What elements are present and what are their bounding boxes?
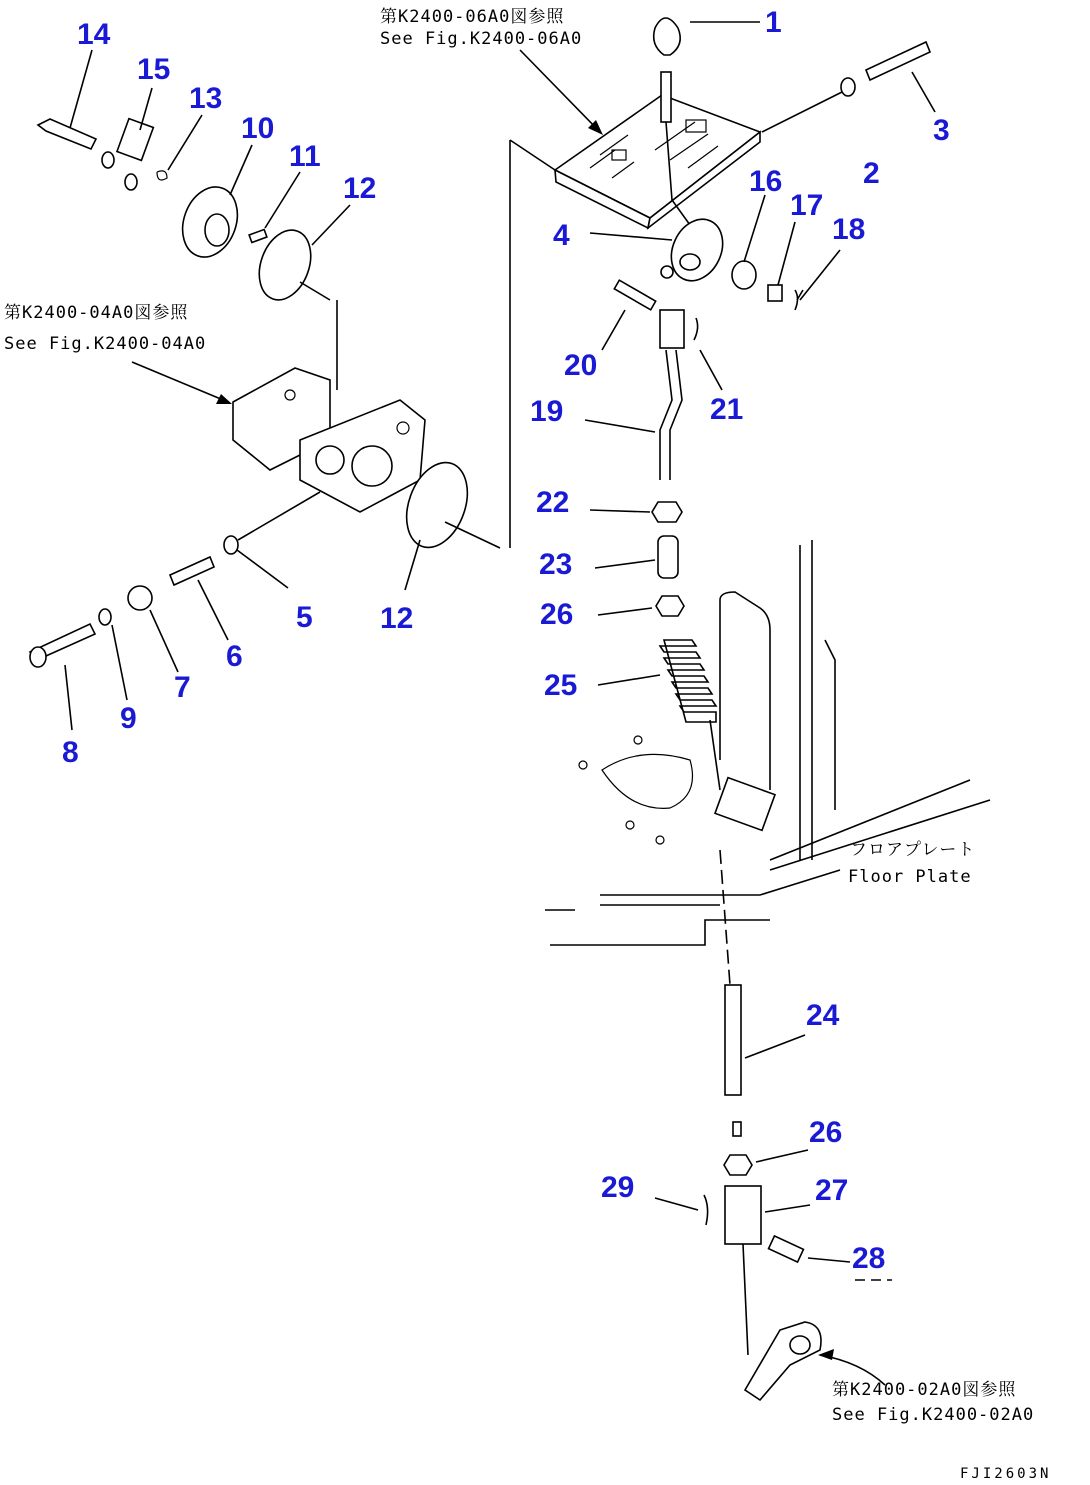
washer-12-lower — [396, 140, 555, 556]
spring-25 — [598, 640, 716, 722]
callout-5: 5 — [296, 601, 313, 634]
callout-28: 28 — [852, 1242, 886, 1275]
callout-14: 14 — [77, 18, 111, 51]
note-bottom-jp: 第K2400-02A0図参照 — [832, 1380, 1017, 1400]
note-left-en: See Fig.K2400-04A0 — [4, 334, 207, 354]
note-floor-en: Floor Plate — [848, 867, 972, 887]
callout-4: 4 — [553, 219, 570, 252]
callout-23: 23 — [539, 548, 573, 581]
callout-29: 29 — [601, 1171, 635, 1204]
callout-11: 11 — [289, 140, 321, 173]
pin-20 — [614, 280, 655, 310]
figure-code: FJI2603N — [960, 1466, 1052, 1482]
callout-13: 13 — [189, 82, 223, 115]
link-23 — [595, 536, 678, 578]
bolt-3 — [762, 42, 935, 132]
callout-6: 6 — [226, 640, 243, 673]
note-floor-plate — [848, 840, 975, 887]
washers-16-17-18 — [732, 195, 840, 310]
callout-21: 21 — [710, 393, 744, 426]
nut-22 — [590, 502, 682, 522]
callout-19: 19 — [530, 395, 564, 428]
shift-knob — [654, 18, 760, 55]
note-bottom-en: See Fig.K2400-02A0 — [832, 1405, 1035, 1425]
note-top-en: See Fig.K2400-06A0 — [380, 29, 583, 49]
callout-16: 16 — [749, 165, 783, 198]
clevis-27 — [655, 1186, 810, 1244]
nut-26-upper — [598, 596, 684, 616]
rod-24 — [720, 850, 805, 1136]
callout-12-upper: 12 — [343, 172, 377, 205]
callout-24: 24 — [806, 999, 840, 1032]
callout-7: 7 — [174, 671, 191, 704]
callout-8: 8 — [62, 736, 79, 769]
nut-26-lower — [724, 1150, 808, 1175]
pin-11 — [249, 230, 267, 243]
note-left-reference — [4, 303, 206, 354]
note-bottom-reference — [832, 1380, 1034, 1425]
note-top-jp: 第K2400-06A0図参照 — [380, 7, 565, 27]
rod-end-21 — [660, 310, 698, 348]
note-left-jp: 第K2400-04A0図参照 — [4, 303, 189, 323]
callout-26-upper: 26 — [540, 598, 574, 631]
pivot-bracket — [233, 368, 425, 512]
bolt-14-group — [38, 119, 167, 190]
washer-12-upper — [250, 223, 337, 390]
note-top-reference — [380, 7, 582, 49]
callout-22: 22 — [536, 486, 570, 519]
callout-20: 20 — [564, 349, 598, 382]
note-floor-jp: フロアプレート — [850, 840, 976, 860]
rod-19 — [585, 350, 682, 480]
callout-25: 25 — [544, 669, 578, 702]
callout-18: 18 — [832, 213, 866, 246]
lower-lever — [743, 1244, 821, 1400]
callout-3: 3 — [933, 114, 950, 147]
callout-1: 1 — [765, 6, 782, 39]
lever-bracket — [590, 211, 732, 289]
bolt-5-group — [30, 492, 320, 667]
callout-27: 27 — [815, 1174, 849, 1207]
callout-12-lower: 12 — [380, 602, 414, 635]
reference-arrows — [132, 50, 885, 1385]
gate-plate-assembly — [555, 95, 760, 228]
callout-17: 17 — [790, 189, 824, 222]
callout-9: 9 — [120, 702, 137, 735]
callout-26-lower: 26 — [809, 1116, 843, 1149]
callout-10: 10 — [241, 112, 275, 145]
callout-2: 2 — [863, 157, 880, 190]
bushing-10 — [173, 179, 246, 264]
callout-15: 15 — [137, 53, 171, 86]
